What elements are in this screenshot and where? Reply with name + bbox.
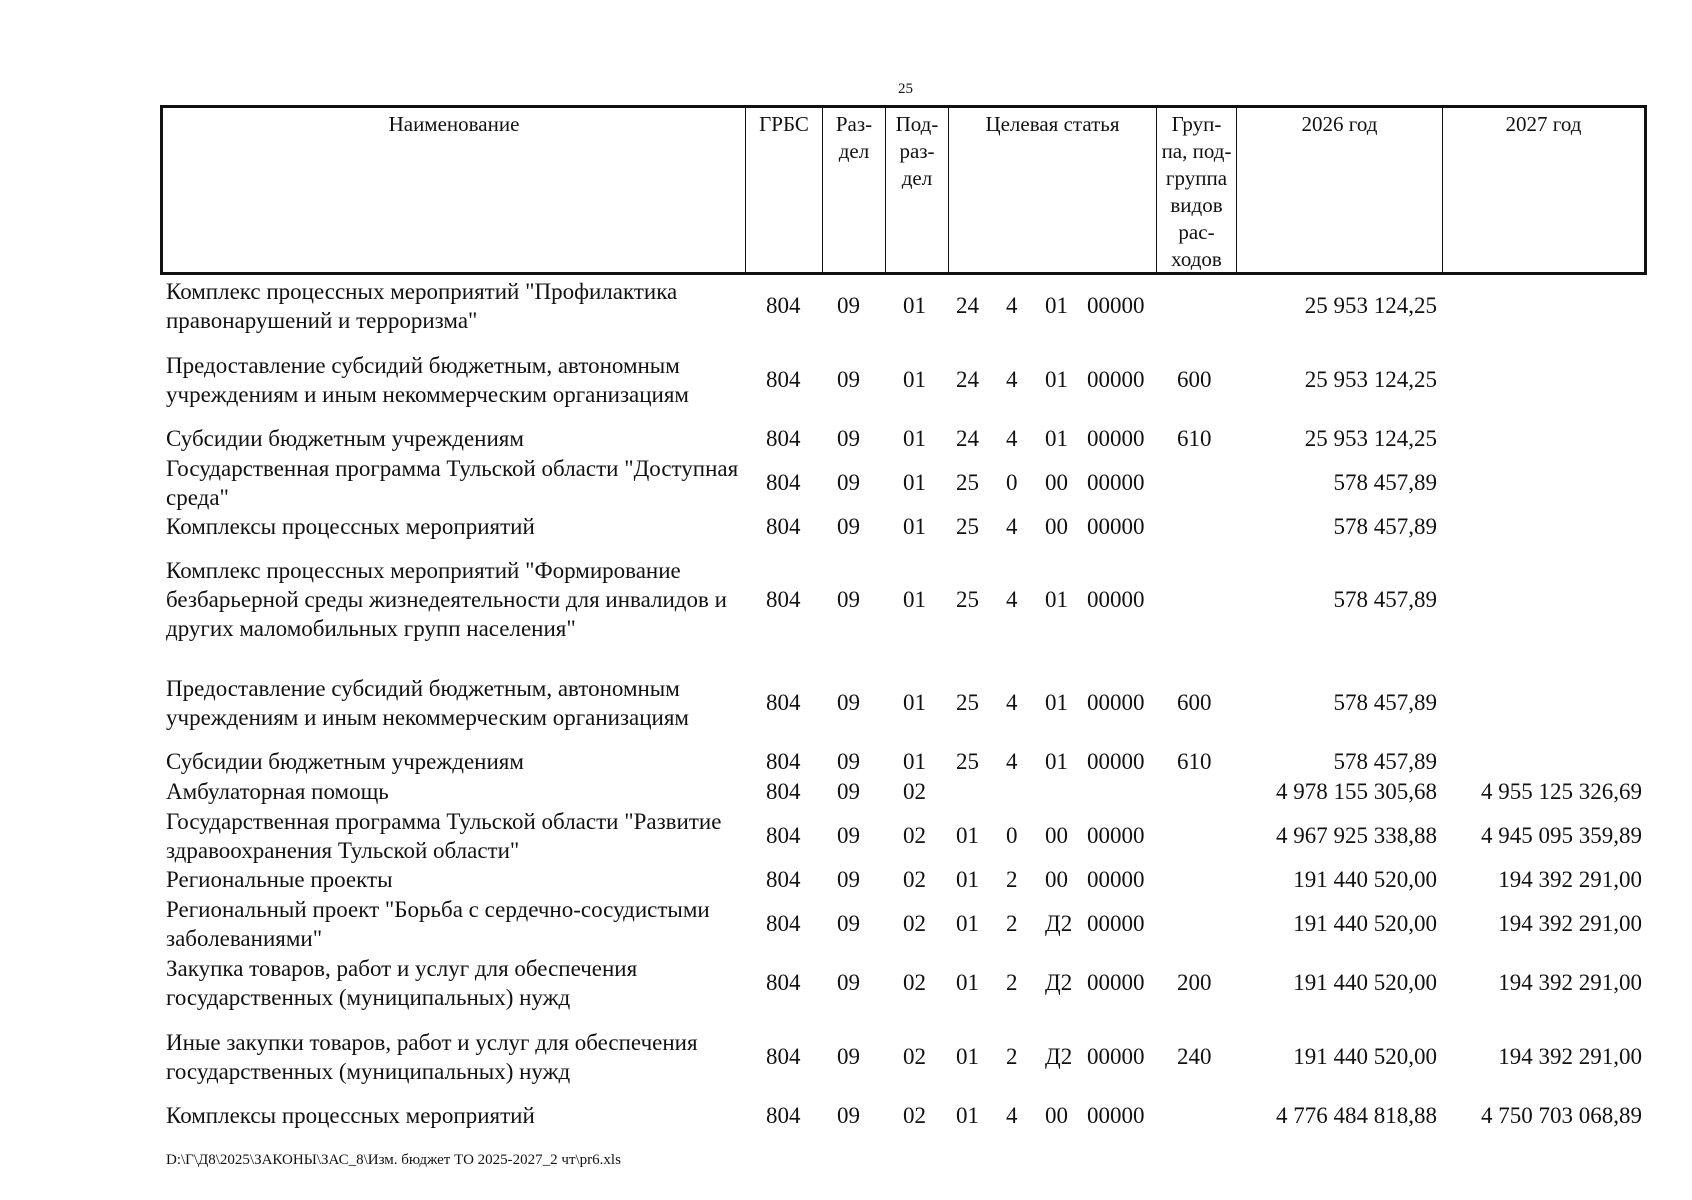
target-type-cell: 4: [1006, 293, 1018, 318]
target-direction-cell: 00000: [1087, 470, 1145, 495]
target-program-cell: 25: [956, 749, 979, 774]
grbs-cell: 804: [766, 470, 801, 495]
grbs-cell: 804: [766, 367, 801, 392]
podrazdel-cell: 01: [903, 749, 926, 774]
target-item-cell: 00: [1045, 867, 1068, 892]
grbs-cell: 804: [766, 1044, 801, 1069]
amount-2026-cell: 578 457,89: [1333, 587, 1437, 612]
podrazdel-cell: 01: [903, 426, 926, 451]
target-type-cell: 0: [1006, 823, 1018, 848]
target-type-cell: 2: [1006, 867, 1018, 892]
amount-2026-cell: 25 953 124,25: [1304, 367, 1437, 392]
expense-type-cell: 240: [1177, 1044, 1212, 1069]
target-type-cell: 2: [1006, 911, 1018, 936]
header-vid: Груп- па, под- группа видов рас- ходов: [1157, 108, 1237, 272]
amount-2027-cell: 194 392 291,00: [1498, 970, 1642, 995]
header-razdel: Раз- дел: [823, 108, 886, 272]
podrazdel-cell: 01: [903, 690, 926, 715]
amount-2026-cell: 578 457,89: [1333, 749, 1437, 774]
target-program-cell: 01: [956, 823, 979, 848]
grbs-cell: 804: [766, 690, 801, 715]
target-program-cell: 25: [956, 470, 979, 495]
grbs-cell: 804: [766, 426, 801, 451]
target-type-cell: 4: [1006, 514, 1018, 539]
row-name-cell: Комплекс процессных мероприятий "Формирование безбарьерной среды жизнедеятельности для инвалидов и других маломобильных групп населения": [166, 558, 727, 641]
razdel-cell: 09: [837, 426, 860, 451]
grbs-cell: 804: [766, 749, 801, 774]
amount-2026-cell: 191 440 520,00: [1293, 911, 1437, 936]
row-name-cell: Комплексы процессных мероприятий: [166, 1103, 535, 1128]
podrazdel-cell: 02: [903, 867, 926, 892]
target-type-cell: 4: [1006, 587, 1018, 612]
amount-2026-cell: 191 440 520,00: [1293, 1044, 1437, 1069]
target-program-cell: 01: [956, 867, 979, 892]
target-type-cell: 4: [1006, 749, 1018, 774]
target-program-cell: 24: [956, 293, 979, 318]
podrazdel-cell: 01: [903, 367, 926, 392]
razdel-cell: 09: [837, 823, 860, 848]
target-direction-cell: 00000: [1087, 690, 1145, 715]
expense-type-cell: 600: [1177, 367, 1212, 392]
target-program-cell: 25: [956, 587, 979, 612]
target-item-cell: Д2: [1045, 911, 1073, 936]
amount-2026-cell: 578 457,89: [1333, 514, 1437, 539]
amount-2026-cell: 578 457,89: [1333, 690, 1437, 715]
amount-2027-cell: 194 392 291,00: [1498, 867, 1642, 892]
expense-type-cell: 610: [1177, 426, 1212, 451]
podrazdel-cell: 02: [903, 911, 926, 936]
row-name-cell: Государственная программа Тульской области "Доступная среда": [166, 456, 739, 510]
grbs-cell: 804: [766, 970, 801, 995]
target-program-cell: 01: [956, 911, 979, 936]
razdel-cell: 09: [837, 1044, 860, 1069]
target-direction-cell: 00000: [1087, 867, 1145, 892]
row-name-cell: Региональный проект "Борьба с сердечно-сосудистыми заболеваниями": [166, 897, 710, 951]
grbs-cell: 804: [766, 867, 801, 892]
row-name-cell: Региональные проекты: [166, 867, 393, 892]
expense-type-cell: 600: [1177, 690, 1212, 715]
target-program-cell: 25: [956, 690, 979, 715]
target-type-cell: 2: [1006, 1044, 1018, 1069]
podrazdel-cell: 02: [903, 1103, 926, 1128]
amount-2027-cell: 194 392 291,00: [1498, 911, 1642, 936]
target-item-cell: 01: [1045, 367, 1068, 392]
razdel-cell: 09: [837, 1103, 860, 1128]
target-type-cell: 2: [1006, 970, 1018, 995]
target-direction-cell: 00000: [1087, 587, 1145, 612]
amount-2026-cell: 4 978 155 305,68: [1276, 779, 1437, 804]
amount-2027-cell: 4 750 703 068,89: [1481, 1103, 1642, 1128]
row-name-cell: Государственная программа Тульской области "Развитие здравоохранения Тульской области": [166, 809, 722, 863]
target-program-cell: 24: [956, 426, 979, 451]
grbs-cell: 804: [766, 1103, 801, 1128]
razdel-cell: 09: [837, 587, 860, 612]
amount-2026-cell: 578 457,89: [1333, 470, 1437, 495]
target-program-cell: 25: [956, 514, 979, 539]
target-item-cell: Д2: [1045, 970, 1073, 995]
row-name-cell: Предоставление субсидий бюджетным, автономным учреждениям и иным некоммерческим организациям: [166, 676, 689, 730]
amount-2026-cell: 4 776 484 818,88: [1276, 1103, 1437, 1128]
expense-type-cell: 610: [1177, 749, 1212, 774]
target-item-cell: 01: [1045, 690, 1068, 715]
podrazdel-cell: 01: [903, 514, 926, 539]
target-program-cell: 01: [956, 970, 979, 995]
target-type-cell: 0: [1006, 470, 1018, 495]
target-program-cell: 24: [956, 367, 979, 392]
target-type-cell: 4: [1006, 1103, 1018, 1128]
target-item-cell: 01: [1045, 587, 1068, 612]
target-item-cell: 01: [1045, 426, 1068, 451]
row-name-cell: Комплекс процессных мероприятий "Профилактика правонарушений и терроризма": [166, 279, 678, 333]
podrazdel-cell: 02: [903, 779, 926, 804]
grbs-cell: 804: [766, 514, 801, 539]
target-direction-cell: 00000: [1087, 911, 1145, 936]
target-direction-cell: 00000: [1087, 1044, 1145, 1069]
header-2026: 2026 год: [1237, 108, 1443, 272]
target-direction-cell: 00000: [1087, 426, 1145, 451]
row-name-cell: Иные закупки товаров, работ и услуг для обеспечения государственных (муниципальных) нужд: [166, 1030, 698, 1084]
grbs-cell: 804: [766, 911, 801, 936]
amount-2027-cell: 194 392 291,00: [1498, 1044, 1642, 1069]
amount-2026-cell: 4 967 925 338,88: [1276, 823, 1437, 848]
target-type-cell: 4: [1006, 426, 1018, 451]
target-item-cell: 00: [1045, 470, 1068, 495]
amount-2026-cell: 25 953 124,25: [1304, 293, 1437, 318]
razdel-cell: 09: [837, 911, 860, 936]
razdel-cell: 09: [837, 514, 860, 539]
razdel-cell: 09: [837, 970, 860, 995]
grbs-cell: 804: [766, 293, 801, 318]
podrazdel-cell: 02: [903, 823, 926, 848]
podrazdel-cell: 02: [903, 1044, 926, 1069]
target-direction-cell: 00000: [1087, 1103, 1145, 1128]
podrazdel-cell: 01: [903, 587, 926, 612]
razdel-cell: 09: [837, 779, 860, 804]
podrazdel-cell: 02: [903, 970, 926, 995]
expense-type-cell: 200: [1177, 970, 1212, 995]
target-program-cell: 01: [956, 1103, 979, 1128]
amount-2026-cell: 191 440 520,00: [1293, 867, 1437, 892]
header-grbs: ГРБС: [746, 108, 823, 272]
header-name: Наименование: [163, 108, 746, 272]
header-2027: 2027 год: [1505, 112, 1582, 136]
row-name-cell: Субсидии бюджетным учреждениям: [166, 749, 524, 774]
amount-2026-cell: 25 953 124,25: [1304, 426, 1437, 451]
razdel-cell: 09: [837, 749, 860, 774]
razdel-cell: 09: [837, 293, 860, 318]
amount-2027-cell: 4 945 095 359,89: [1481, 823, 1642, 848]
target-item-cell: Д2: [1045, 1044, 1073, 1069]
header-podrazdel: Под- раз- дел: [886, 108, 949, 272]
target-direction-cell: 00000: [1087, 367, 1145, 392]
header-target: Целевая статья: [949, 108, 1157, 272]
target-direction-cell: 00000: [1087, 749, 1145, 774]
row-name-cell: Предоставление субсидий бюджетным, автономным учреждениям и иным некоммерческим организациям: [166, 353, 689, 407]
target-item-cell: 00: [1045, 514, 1068, 539]
razdel-cell: 09: [837, 367, 860, 392]
razdel-cell: 09: [837, 470, 860, 495]
amount-2027-cell: 4 955 125 326,69: [1481, 779, 1642, 804]
grbs-cell: 804: [766, 823, 801, 848]
razdel-cell: 09: [837, 690, 860, 715]
grbs-cell: 804: [766, 779, 801, 804]
razdel-cell: 09: [837, 867, 860, 892]
row-name-cell: Амбулаторная помощь: [166, 779, 389, 804]
podrazdel-cell: 01: [903, 470, 926, 495]
row-name-cell: Закупка товаров, работ и услуг для обеспечения государственных (муниципальных) нужд: [166, 956, 638, 1010]
target-item-cell: 01: [1045, 749, 1068, 774]
row-name-cell: Субсидии бюджетным учреждениям: [166, 426, 524, 451]
target-program-cell: 01: [956, 1044, 979, 1069]
target-item-cell: 01: [1045, 293, 1068, 318]
target-type-cell: 4: [1006, 690, 1018, 715]
target-direction-cell: 00000: [1087, 823, 1145, 848]
target-type-cell: 4: [1006, 367, 1018, 392]
podrazdel-cell: 01: [903, 293, 926, 318]
page-number: 25: [898, 81, 913, 97]
target-item-cell: 00: [1045, 1103, 1068, 1128]
target-item-cell: 00: [1045, 823, 1068, 848]
target-direction-cell: 00000: [1087, 970, 1145, 995]
row-name-cell: Комплексы процессных мероприятий: [166, 514, 535, 539]
file-path-footer: D:\Г\Д8\2025\ЗАКОНЫ\ЗАС_8\Изм. бюджет ТО 2025-2027_2 чт\pr6.xls: [166, 1152, 621, 1168]
target-direction-cell: 00000: [1087, 293, 1145, 318]
amount-2026-cell: 191 440 520,00: [1293, 970, 1437, 995]
grbs-cell: 804: [766, 587, 801, 612]
target-direction-cell: 00000: [1087, 514, 1145, 539]
